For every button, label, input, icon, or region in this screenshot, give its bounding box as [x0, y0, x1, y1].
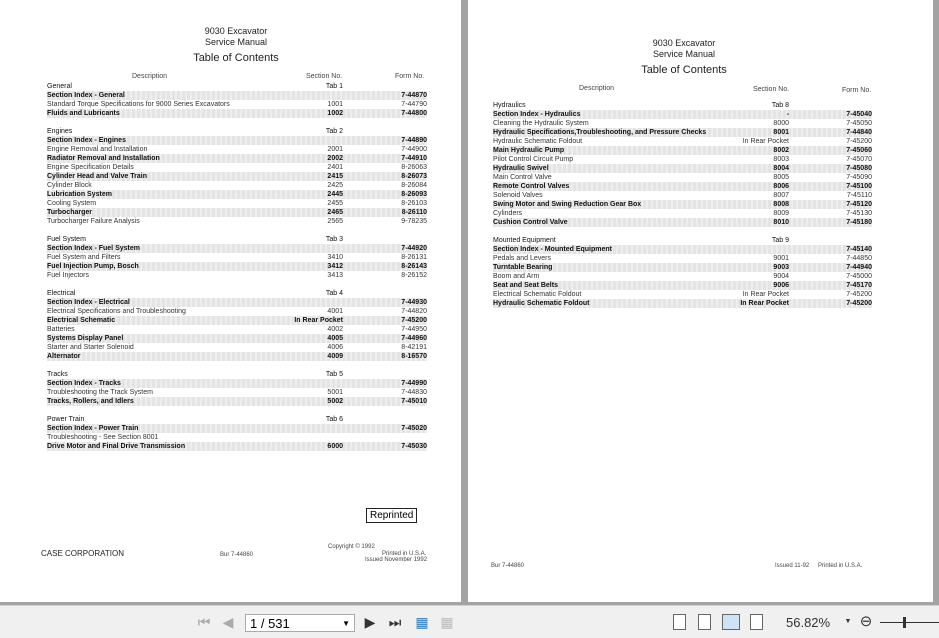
table-row [493, 128, 872, 137]
table-row [493, 218, 872, 227]
row-form: 7-45050 [846, 120, 872, 127]
row-section: 9004 [773, 273, 789, 280]
row-description: Turbocharger Failure Analysis [47, 218, 140, 225]
toc-group-header [47, 127, 427, 136]
table-row [493, 119, 872, 128]
row-section: 8007 [773, 192, 789, 199]
row-description: Engine Specification Details [47, 164, 134, 171]
row-form: 7-44940 [846, 264, 872, 271]
row-description: Section Index - Electrical [47, 299, 130, 306]
row-description: Alternator [47, 353, 81, 360]
row-description: Turntable Bearing [493, 264, 553, 271]
row-section: 8010 [773, 219, 789, 226]
row-section: 3413 [327, 272, 343, 279]
row-section: 8005 [773, 174, 789, 181]
row-description: Cleaning the Hydraulic System [493, 120, 589, 127]
tab-label: Tab 2 [325, 128, 343, 135]
row-form: 7-44800 [401, 110, 427, 117]
table-row [47, 334, 427, 343]
zoom-out-icon[interactable]: ⊖ [859, 613, 873, 630]
printed-in: Printed in U.S.A. [818, 563, 863, 569]
row-section: 2401 [327, 164, 343, 171]
issued-date: Issued 11-92 [775, 563, 810, 569]
row-form: 7-45010 [401, 398, 427, 405]
row-section: In Rear Pocket [294, 317, 343, 324]
import-icon[interactable]: ▦ [440, 614, 454, 630]
table-row [47, 316, 427, 325]
row-description: Hydraulic Schematic Foldout [493, 138, 583, 145]
doc-subtitle: Service Manual [652, 49, 716, 59]
row-description: Pedals and Levers [493, 255, 551, 262]
row-description: Section Index - Engines [47, 137, 126, 144]
table-row [493, 164, 872, 173]
toc-group-header [47, 415, 427, 424]
row-description: Cushion Control Valve [493, 219, 568, 226]
row-form: 7-45030 [401, 443, 427, 450]
table-row [47, 253, 427, 262]
row-form: 8-26143 [401, 263, 427, 270]
row-form: 8-26103 [401, 200, 427, 207]
row-form: 7-45200 [846, 138, 872, 145]
row-description: Troubleshooting the Track System [47, 389, 153, 396]
bur-number: Bur 7-44860 [220, 552, 254, 558]
row-description: Main Control Valve [493, 174, 552, 181]
group-name: Tracks [47, 371, 68, 378]
group-name: Mounted Equipment [493, 237, 556, 244]
single-page-view-icon[interactable] [673, 614, 686, 630]
row-section: 2455 [327, 200, 343, 207]
row-section: 4002 [327, 326, 343, 333]
row-description: Electrical Schematic Foldout [493, 291, 582, 298]
doc-title: 9030 Excavator [652, 38, 716, 48]
table-row [47, 163, 427, 172]
row-description: Fuel Injection Pump, Bosch [47, 263, 139, 270]
row-description: Cylinders [493, 210, 523, 217]
row-section: 4009 [327, 353, 343, 360]
toc-group-header [493, 236, 872, 245]
page-number-input[interactable] [245, 614, 355, 632]
table-row [47, 271, 427, 280]
row-form: 7-44830 [401, 389, 427, 396]
table-row [47, 100, 427, 109]
group-name: Electrical [47, 290, 76, 297]
table-row [47, 190, 427, 199]
table-row [493, 263, 872, 272]
printed-in: Printed in U.S.A. [382, 551, 427, 557]
col-description: Description [579, 85, 615, 92]
table-row [493, 290, 872, 299]
row-description: Hydraulic Schematic Foldout [493, 300, 590, 307]
row-form: 7-44960 [401, 335, 427, 342]
row-form: 8-26084 [401, 182, 427, 189]
zoom-dropdown-icon[interactable]: ▼ [844, 618, 852, 625]
row-section: 5002 [327, 398, 343, 405]
row-section: 8000 [773, 120, 789, 127]
table-row [47, 244, 427, 253]
row-section: 4005 [327, 335, 343, 342]
row-form: 7-45170 [846, 282, 872, 289]
row-section: 6000 [327, 443, 343, 450]
table-row [47, 343, 427, 352]
row-description: Engine Removal and Installation [47, 146, 148, 153]
row-description: Cylinder Block [47, 182, 92, 189]
row-section: 8004 [773, 165, 789, 172]
row-section: 4006 [327, 344, 343, 351]
table-row [493, 173, 872, 182]
row-form: 7-44820 [401, 308, 427, 315]
table-row [47, 379, 427, 388]
group-name: Engines [47, 128, 73, 135]
row-form: 8-26152 [401, 272, 427, 279]
row-form: 7-45180 [846, 219, 872, 226]
table-row [47, 109, 427, 118]
table-row [47, 352, 427, 361]
table-row [47, 145, 427, 154]
row-form: 8-26073 [401, 173, 427, 180]
tab-label: Tab 9 [771, 237, 789, 244]
row-description: Fuel Injectors [47, 272, 90, 279]
row-section: 8001 [773, 129, 789, 136]
row-description: Standard Torque Specifications for 9000 Series Excavators [47, 101, 230, 108]
row-form: 8-26063 [401, 164, 427, 171]
row-section: 5001 [327, 389, 343, 396]
row-form: 7-44990 [401, 380, 427, 387]
table-row [47, 217, 427, 226]
two-page-continuous-view-icon[interactable] [750, 614, 763, 630]
row-section: 2445 [327, 191, 343, 198]
row-description: Section Index - Tracks [47, 380, 121, 387]
table-row [47, 397, 427, 406]
row-description: Solenoid Valves [493, 192, 543, 199]
row-description: Turbocharger [47, 209, 92, 216]
tab-label: Tab 3 [325, 236, 343, 243]
table-row [493, 281, 872, 290]
row-description: Pilot Control Circuit Pump [493, 156, 574, 163]
reprinted-stamp: Reprinted [366, 508, 417, 523]
row-form: 7-45110 [846, 192, 872, 199]
row-form: 7-45060 [846, 147, 872, 154]
row-form: 7-45040 [846, 111, 872, 118]
zoom-slider[interactable] [880, 622, 939, 623]
table-row [493, 110, 872, 119]
row-description: Section Index - General [47, 92, 125, 99]
row-form: 7-44910 [401, 155, 427, 162]
row-description: Swing Motor and Swing Reduction Gear Box [493, 201, 642, 208]
row-section: 8008 [773, 201, 789, 208]
row-form: 7-45200 [401, 317, 427, 324]
table-row [47, 199, 427, 208]
table-row [47, 388, 427, 397]
toc-group-header [493, 101, 872, 110]
table-row [47, 208, 427, 217]
table-row [493, 191, 872, 200]
row-description: Batteries [47, 326, 75, 333]
table-row [493, 245, 872, 254]
col-section: Section No. [753, 86, 790, 93]
group-name: General [47, 83, 72, 90]
toc-group-header [47, 370, 427, 379]
table-row [493, 254, 872, 263]
continuous-view-icon[interactable] [698, 614, 711, 630]
table-row [493, 155, 872, 164]
tab-label: Tab 6 [325, 416, 343, 423]
row-section: - [786, 111, 789, 118]
row-form: 7-44950 [401, 326, 427, 333]
two-page-view-icon[interactable] [722, 614, 740, 630]
row-description: Main Hydraulic Pump [493, 147, 565, 154]
row-section: 1002 [327, 110, 343, 117]
prev-page-button[interactable]: ◀ [222, 614, 234, 630]
row-description: Electrical Schematic [47, 317, 116, 324]
row-form: 7-45080 [846, 165, 872, 172]
row-form: 7-45140 [846, 246, 872, 253]
first-page-button[interactable]: ⏮ [197, 614, 211, 630]
table-row [47, 298, 427, 307]
row-form: 7-45020 [401, 425, 427, 432]
table-row [47, 307, 427, 316]
col-form: Form No. [842, 87, 872, 94]
tab-label: Tab 4 [325, 290, 343, 297]
row-description: Drive Motor and Final Drive Transmission [47, 443, 186, 450]
row-section: 1001 [327, 101, 343, 108]
row-form: 7-44840 [846, 129, 872, 136]
row-section: 3410 [327, 254, 343, 261]
toc-heading: Table of Contents [641, 64, 727, 76]
row-form: 7-44930 [401, 299, 427, 306]
row-form: 7-45090 [846, 174, 872, 181]
row-section: 9003 [773, 264, 789, 271]
table-row [493, 137, 872, 146]
row-description: Cylinder Head and Valve Train [47, 173, 147, 180]
row-form: 7-45130 [846, 210, 872, 217]
row-form: 7-45000 [846, 273, 872, 280]
chevron-down-icon[interactable]: ▼ [342, 619, 350, 628]
tab-label: Tab 1 [325, 83, 343, 90]
right-page [468, 0, 933, 602]
row-form: 8-26093 [401, 191, 427, 198]
table-row [47, 325, 427, 334]
row-description: Section Index - Hydraulics [493, 111, 581, 118]
row-section: 8002 [773, 147, 789, 154]
row-form: 7-45120 [846, 201, 872, 208]
row-form: 9-78235 [401, 218, 427, 225]
row-description: Starter and Starter Solenoid [47, 344, 134, 351]
row-section: 8009 [773, 210, 789, 217]
tab-label: Tab 8 [771, 102, 789, 109]
row-description: Radiator Removal and Installation [47, 155, 160, 162]
row-description: Systems Display Panel [47, 335, 124, 342]
row-section: 2425 [327, 182, 343, 189]
row-form: 7-45200 [846, 300, 872, 307]
row-form: 7-44870 [401, 92, 427, 99]
row-description: Fuel System and Filters [47, 254, 121, 261]
row-form: 8-26131 [401, 254, 427, 261]
row-description: Hydraulic Specifications,Troubleshooting, and Pressure Checks [493, 129, 707, 136]
row-description: Hydraulic Swivel [493, 165, 549, 172]
row-form: 8-42191 [401, 344, 427, 351]
zoom-slider-handle[interactable] [903, 617, 906, 628]
table-row [493, 272, 872, 281]
col-description: Description [132, 73, 168, 80]
row-section: 2465 [327, 209, 343, 216]
doc-subtitle: Service Manual [204, 37, 268, 47]
row-section: 8006 [773, 183, 789, 190]
row-description: Remote Control Valves [493, 183, 570, 190]
table-row [47, 262, 427, 271]
row-description: Fluids and Lubricants [47, 110, 120, 117]
row-section: 2415 [327, 173, 343, 180]
bur-number: Bur 7-44860 [491, 563, 525, 569]
row-description: Troubleshooting - See Section 8001 [47, 434, 159, 441]
group-name: Power Train [47, 416, 85, 423]
table-row [47, 172, 427, 181]
row-form: 7-44850 [846, 255, 872, 262]
copyright: Copyright © 1992 [328, 544, 375, 550]
row-section: 3412 [327, 263, 343, 270]
row-description: Seat and Seat Belts [493, 282, 558, 289]
row-form: 7-44790 [401, 101, 427, 108]
row-description: Section Index - Fuel System [47, 245, 140, 252]
table-row [493, 146, 872, 155]
row-description: Section Index - Mounted Equipment [493, 246, 612, 253]
toc-group-header [47, 289, 427, 298]
row-form: 7-45200 [846, 291, 872, 298]
table-row [493, 209, 872, 218]
row-form: 7-44920 [401, 245, 427, 252]
page-number-value: 1 / 531 [250, 616, 290, 631]
table-row [493, 200, 872, 209]
row-form: 8-26110 [401, 209, 427, 216]
company-name: CASE CORPORATION [41, 549, 124, 558]
table-row [47, 433, 427, 442]
row-form: 7-44890 [401, 137, 427, 144]
row-description: Boom and Arm [493, 273, 540, 280]
viewer-toolbar [0, 605, 939, 638]
row-form: 7-44900 [401, 146, 427, 153]
row-section: 9006 [773, 282, 789, 289]
table-row [47, 154, 427, 163]
row-section: 2565 [327, 218, 343, 225]
next-page-button[interactable]: ▶ [364, 614, 376, 630]
toc-group-header [47, 82, 427, 91]
group-name: Fuel System [47, 236, 86, 243]
doc-title: 9030 Excavator [204, 26, 268, 36]
zoom-level[interactable]: 56.82% [786, 615, 831, 630]
row-form: 8-16570 [401, 353, 427, 360]
row-form: 7-45100 [846, 183, 872, 190]
row-description: Section Index - Power Train [47, 425, 139, 432]
row-description: Lubrication System [47, 191, 112, 198]
row-description: Electrical Specifications and Troubleshooting [47, 308, 186, 315]
table-row [47, 136, 427, 145]
left-page [0, 0, 461, 602]
toc-group-header [47, 235, 427, 244]
issued-date: Issued November 1992 [365, 557, 428, 563]
table-row [47, 181, 427, 190]
row-description: Tracks, Rollers, and Idlers [47, 398, 134, 405]
group-name: Hydraulics [493, 102, 526, 109]
col-form: Form No. [395, 73, 425, 80]
col-section: Section No. [306, 73, 343, 80]
table-row [493, 182, 872, 191]
row-section: 8003 [773, 156, 789, 163]
last-page-button[interactable]: ⏭ [388, 614, 402, 630]
row-form: 7-45070 [846, 156, 872, 163]
row-section: 9001 [773, 255, 789, 262]
tab-label: Tab 5 [325, 371, 343, 378]
toc-heading: Table of Contents [193, 52, 279, 64]
table-row [47, 442, 427, 451]
row-section: 2002 [327, 155, 343, 162]
row-description: Cooling System [47, 200, 97, 207]
row-section: In Rear Pocket [742, 138, 789, 145]
row-section: 4001 [327, 308, 343, 315]
table-row [47, 424, 427, 433]
table-row [47, 91, 427, 100]
table-row [493, 299, 872, 308]
row-section: 2001 [327, 146, 343, 153]
row-section: In Rear Pocket [742, 291, 789, 298]
export-icon[interactable]: ▦ [415, 614, 429, 630]
row-section: In Rear Pocket [740, 300, 789, 307]
